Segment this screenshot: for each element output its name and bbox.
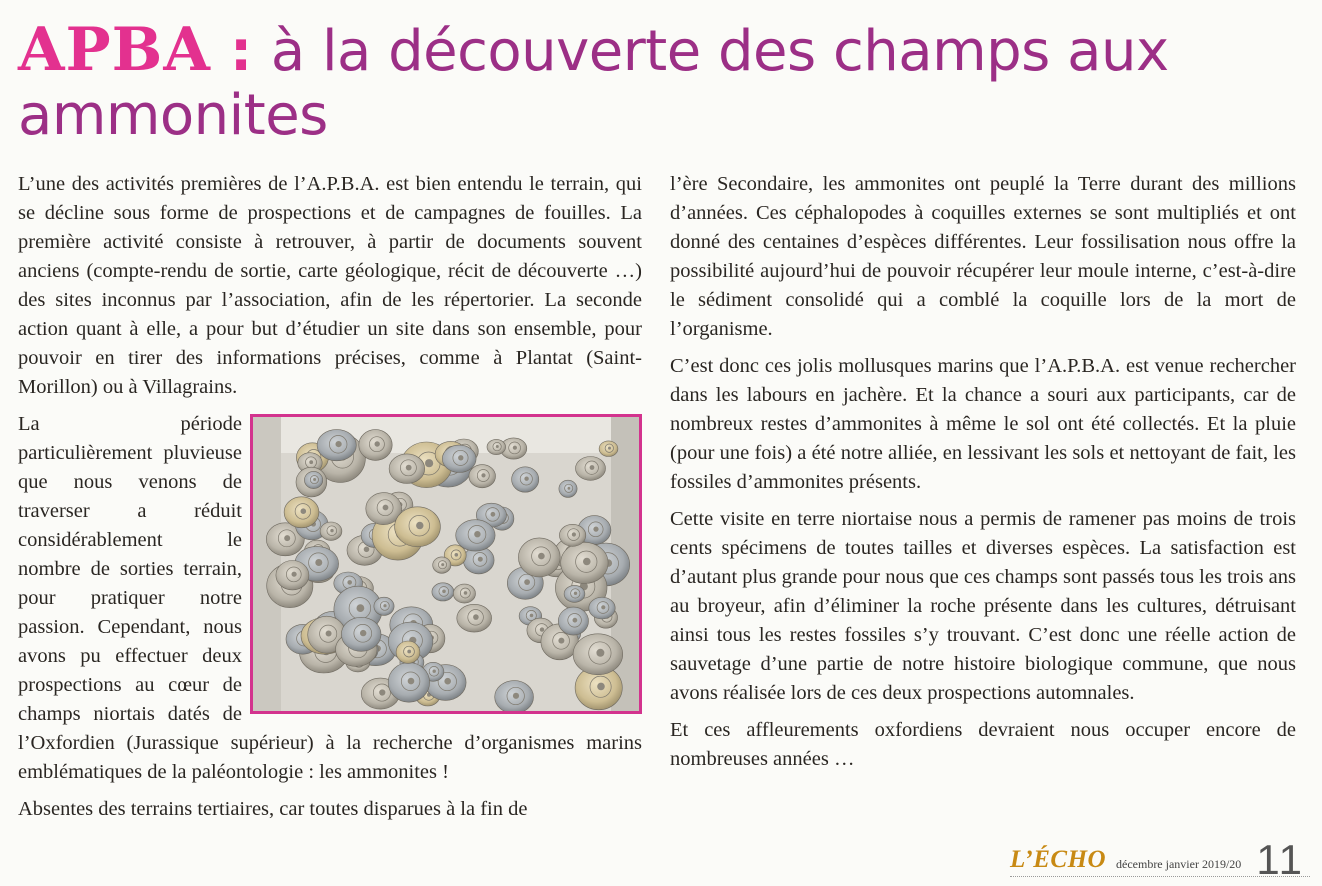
ammonite-shell [442, 445, 476, 472]
ammonite-shell [576, 457, 606, 481]
right-paragraph-3: Cette visite en terre niortaise nous a permis de ramener pas moins de trois cents spécimens de toutes tailles et diverses espèces. La satisfaction est d’autant plus grande pour nous que ces champs sont passés tous les trois ans au broyeur, afin d’éliminer la roche présente dans les cultures, détruisant ainsi tous les restes fossiles s’y trouvant. C’est donc une réelle action de sauvetage d’une partie de notre histoire biologique commune, que nous avons réalisée lors de ces deux prospections automnales. [670, 508, 1296, 704]
ammonite-shell [518, 538, 560, 577]
ammonite-shell [456, 520, 495, 551]
left-paragraph-1: L’une des activités premières de l’A.P.B.A. est bien entendu le terrain, qui se décline sous forme de prospections et de campagnes de fouilles. La première activité consiste à retrouver, à partir de documents souvent anciens (compte-rendu de sortie, carte géologique, récit de découverte …) des sites inconnus par l’association, afin de les répertorier. La seconde action quant à elle, a pour but d’étudier un site dans son ensemble, pour pouvoir en tirer des informations précises, comme à Plantat (Saint-Morillon) ou à Villagrains. [18, 173, 642, 398]
ammonite-shell [389, 454, 425, 484]
ammonite-shell [487, 439, 506, 454]
right-paragraph-2: C’est donc ces jolis mollusques marins que l’A.P.B.A. est venue rechercher dans les labours en jachère. Et la chance a souri aux participants, car de nombreux restes d’ammonites à même le sol ont été collectés. Et la pluie (pour une fois) a été notre alliée, en lessivant les sols et nettoyant de fait, les fossiles d’ammonites présents. [670, 355, 1296, 493]
ammonite-shell [457, 604, 492, 632]
ammonite-shell [432, 583, 454, 601]
ammonite-shell [564, 585, 585, 602]
page-number: 11 [1256, 836, 1304, 883]
ammonite-shell [317, 430, 356, 461]
ammonite-shell [320, 522, 342, 540]
ammonite-shell [453, 584, 475, 603]
ammonite-shell [341, 617, 381, 651]
magazine-logo: L’ÉCHO [1010, 846, 1107, 873]
ammonite-shell [558, 607, 588, 635]
ammonite-shell [512, 467, 539, 492]
ammonite-shell [599, 441, 618, 457]
ammonite-shell [495, 681, 534, 711]
left-column [18, 170, 642, 832]
ammonite-shell [359, 430, 392, 461]
ammonite-tray-illustration [253, 417, 639, 711]
ammonite-shell [573, 634, 623, 675]
ammonite-shell [559, 480, 577, 497]
ammonite-shell [396, 641, 420, 663]
ammonite-shell [304, 471, 322, 488]
right-paragraph-4: Et ces affleurements oxfordiens devraient nous occuper encore de nombreuses années … [670, 719, 1296, 770]
title-brand: APBA [18, 15, 211, 85]
title-separator: : [210, 19, 271, 84]
left-paragraph-3: Absentes des terrains tertiaires, car toutes disparues à la fin de [18, 798, 528, 820]
ammonite-shell [559, 524, 585, 546]
ammonites-photo [250, 414, 642, 714]
ammonite-shell [433, 557, 451, 573]
page-footer [1010, 838, 1310, 882]
ammonite-shell [469, 465, 496, 488]
article-title [18, 15, 1308, 148]
title-text: à la découverte des champs aux ammonites [18, 19, 1169, 148]
right-paragraph-1: l’ère Secondaire, les ammonites ont peuplé la Terre durant des millions d’années. Ces céphalopodes à coquilles externes se sont multipliés et ont donné des centaines d’espèces différentes. Leur fossilisation nous offre la possibilité aujourd’hui de pouvoir récupérer leur moule interne, c’est-à-dire le sédiment consolidé qui a comblé la coquille lors de la mort de l’organisme. [670, 173, 1296, 340]
ammonite-shell [395, 507, 441, 547]
left-paragraph-2: La période particulièrement pluvieuse que nous venons de traverser a réduit considérablement le nombre de sorties terrain, pour pratiquer notre passion. Cependant, nous avons pu effectuer deux prospections au cœur de champs niortais datés de l’Oxfordien (Jurassique supérieur) à la recherche d’organismes marins emblématiques de la paléontologie : les ammonites ! [18, 413, 642, 783]
right-column [670, 170, 1296, 782]
ammonite-shell [284, 497, 319, 528]
ammonite-shell [561, 542, 608, 583]
ammonite-shell [276, 561, 309, 590]
issue-date: décembre janvier 2019/20 [1116, 857, 1242, 871]
ammonite-shell [374, 597, 394, 615]
ammonite-shell [589, 597, 615, 619]
ammonite-shell [388, 663, 429, 703]
